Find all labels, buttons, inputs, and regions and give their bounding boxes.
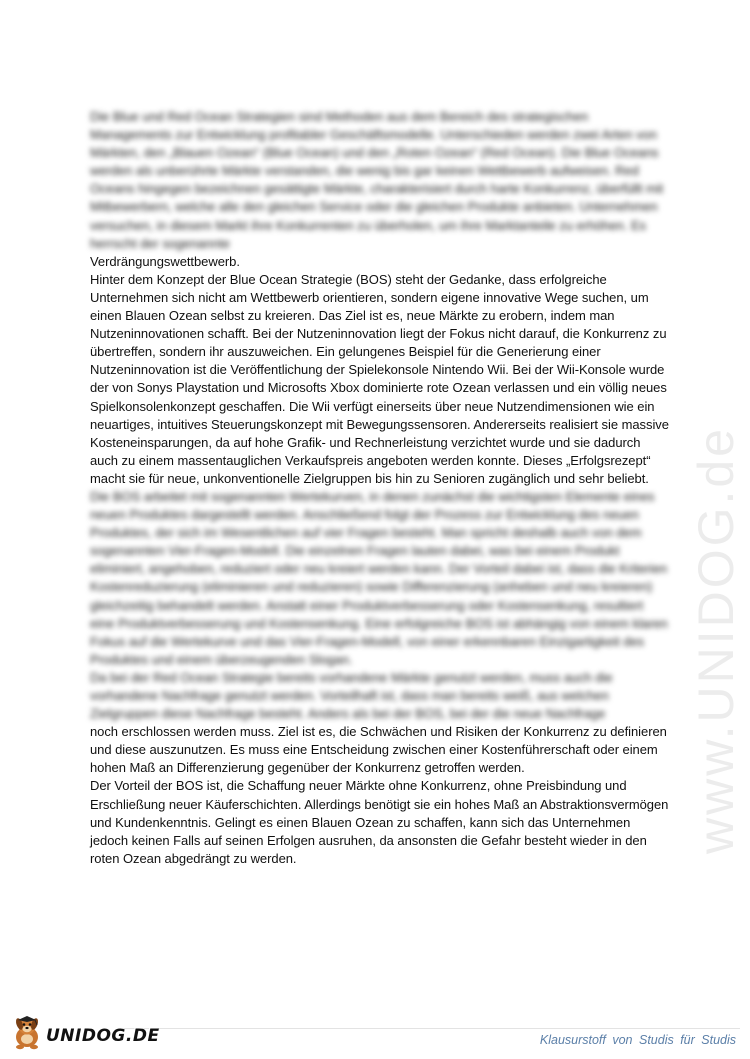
footer-tagline: Klausurstoff von Studis für Studis	[539, 1033, 736, 1047]
paragraph-intro-end: Verdrängungswettbewerb.	[90, 253, 240, 269]
paragraph-bos-concept: Hinter dem Konzept der Blue Ocean Strategie (BOS) steht der Gedanke, dass erfolgreiche Unternehmen sich nicht am Wettbewerb orientieren, sondern eigene innovative Wege suchen, um einen Blauen Ozean selbst zu kreieren. Das Ziel ist es, neue Märkte zu erobern, indem man Nutzeninnovationen schafft. Bei der Nutzeninnovation liegt der Fokus nicht darauf, die Konkurrenz zu übertreffen, sondern ihr auszuweichen. Ein gelungenes Beispiel für die Generierung einer Nutzeninnovation ist die Veröffentlichung der Spielekonsole Nintendo Wii. Bei der Wii-Konsole wurde der von Sonys Playstation und Microsofts Xbox dominierte rote Ozean verlassen und ein völlig neues Spielkonsolenkonzept geschaffen. Die Wii verfügt einerseits über neue Nutzendimensionen wie ein neuartiges, intuitives Steuerungskonzept mit Bewegungssensoren. Andererseits realisiert sie massive Kosteneinsparungen, da auf hohe Grafik- und Rechnerleistung verzichtet wurde und sie dadurch auch zu einem massentauglichen Verkaufspreis angeboten werden konnte. Dieses „Erfolgsrezept“ macht sie für neue, unkonventionelle Zielgruppen bis hin zu Senioren zugänglich und sehr beliebt.	[90, 271, 669, 486]
paragraph-bos-advantage: Der Vorteil der BOS ist, die Schaffung neuer Märkte ohne Konkurrenz, ohne Preisbindung und Erschließung neuer Käuferschichten. Allerdings benötigt sie ein hohes Maß an Abstraktionsvermögen und Kundenkenntnis. Gelingt es einen Blauen Ozean zu schaffen, kann sich das Unternehmen jedoch keinen Falls auf seinen Erfolgen ausruhen, da ansonsten die Gefahr besteht wieder in den roten Ozean abgedrängt zu werden.	[90, 778, 669, 866]
watermark: www.UNIDOG.de	[688, 426, 744, 854]
footer-divider	[120, 1028, 740, 1029]
footer-logo	[8, 1012, 160, 1052]
dog-mascot-icon	[8, 1012, 48, 1052]
paragraph-wertekurven-blurred: Die BOS arbeitet mit sogenannten Wertekurven, in denen zunächst die wichtigsten Elemente eines neuen Produktes dargestellt werden. Anschließend folgt der Prozess zur Entwicklung des neuen Produktes, der sich im Wesentlichen auf vier Fragen besteht. Man spricht deshalb auch von dem sogenannten Vier-Fragen-Modell. Die einzelnen Fragen lauten dabei, was bei einem Produkt eliminiert, angehoben, reduziert oder neu kreiert werden kann. Der Vorteil dabei ist, dass die Kriterien Kostenreduzierung (eliminieren und reduzieren) sowie Differenzierung (anheben und neu kreieren) gleichzeitig behandelt werden. Anstatt einer Produktverbesserung oder Kostensenkung, resultiert eine Produktverbesserung und Kostensenkung. Eine erfolgreiche BOS ist abhängig von einem klaren Fokus auf die Wertekurve und das Vier-Fragen-Modell, von einer erkennbaren Einzigartigkeit des Produktes und einem überzeugenden Slogan.	[90, 488, 668, 667]
paragraph-red-ocean-blurred: Da bei der Red Ocean Strategie bereits vorhandene Märkte genutzt werden, muss auch die vorhandene Nachfrage genutzt werden. Vorteilhaft ist, dass man bereits weiß, aus welchen Zielgruppen diese Nachfrage besteht. Anders als bei der BOS, bei der die neue Nachfrage	[90, 669, 613, 722]
paragraph-intro-blurred: Die Blue und Red Ocean Strategien sind Methoden aus dem Bereich des strategischen Managements zur Entwicklung profitabler Geschäftsmodelle. Unterschieden werden zwei Arten von Märkten, den „Blauen Ozean“ (Blue Ocean) und den „Roten Ozean“ (Red Ocean). Die Blue Oceans werden als unberührte Märkte verstanden, die wenig bis gar keinen Wettbewerb aufweisen. Red Oceans hingegen bezeichnen gesättigte Märkte, charakterisiert durch harte Konkurrenz, überfüllt mit Mitbewerbern, welche alle den gleichen Service oder die gleichen Produkte anbieten. Unternehmen versuchen, in diesem Markt ihre Konkurrenten zu überholen, um ihre Marktanteile zu erhöhen. Es herrscht der sogenannte	[90, 109, 664, 251]
logo-text: UNIDOG.DE	[46, 1026, 160, 1046]
document-body	[90, 108, 670, 868]
paragraph-red-ocean-end: noch erschlossen werden muss. Ziel ist es, die Schwächen und Risiken der Konkurrenz zu definieren und diese auszunutzen. Es muss eine Entscheidung zwischen einer Kostenführerschaft oder einem hohen Maß an Differenzierung gegenüber der Konkurrenz getroffen werden.	[90, 724, 667, 776]
